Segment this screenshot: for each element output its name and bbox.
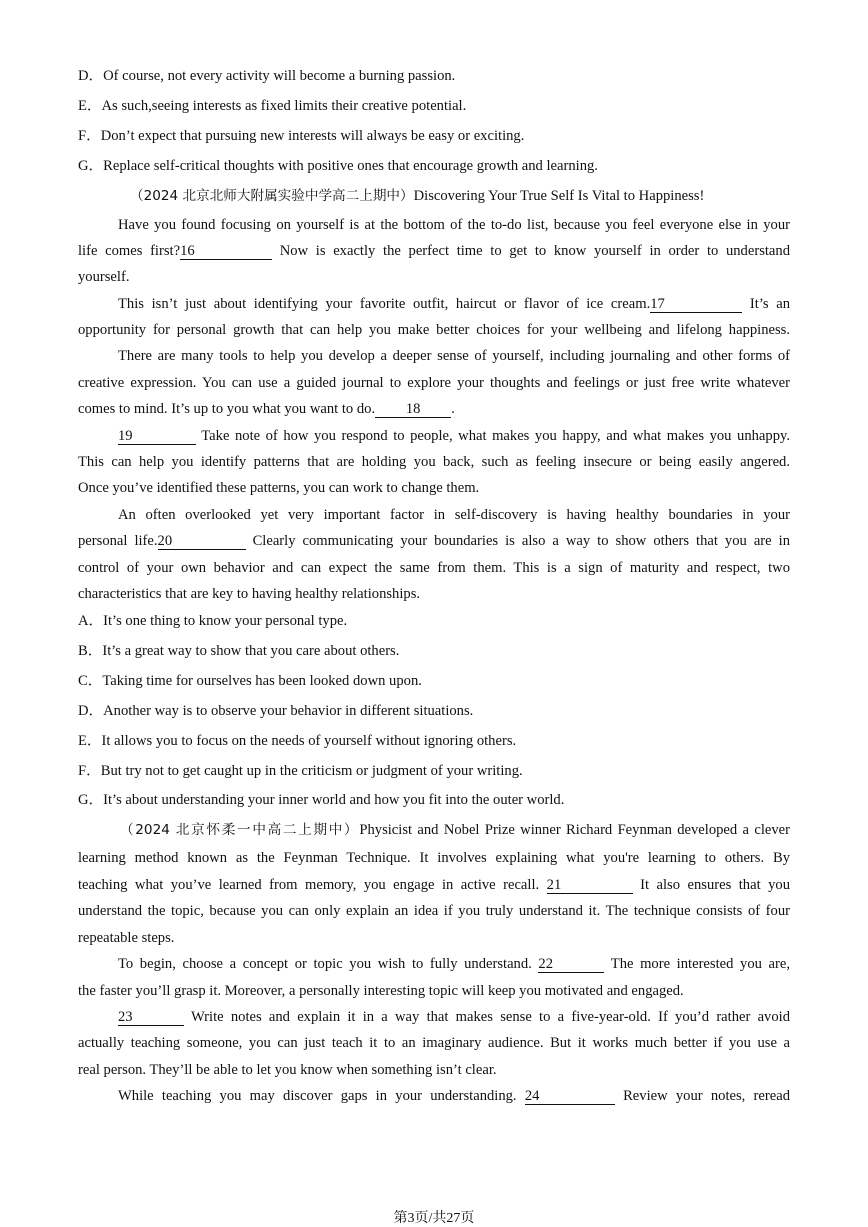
- option-d: D．Another way is to observe your behavior in different situations.: [78, 703, 474, 719]
- passage2-source: （2024 北京怀柔一中高二上期中）: [120, 822, 360, 838]
- option-c: C．Taking time for ourselves has been looked down upon.: [78, 673, 422, 689]
- option-prev-g: G．Replace self-critical thoughts with positive ones that encourage growth and learning.: [78, 158, 598, 174]
- passage1-p1-line3: yourself.: [78, 269, 130, 285]
- passage1-p4-line1: 19 Take note of how you respond to people, what makes you happy, and what makes you unhappy.: [118, 428, 790, 444]
- passage2-p4-line1: While teaching you may discover gaps in your understanding. 24 Review your notes, reread: [118, 1088, 790, 1104]
- blank-24: 24: [525, 1089, 615, 1105]
- option-g: G．It’s about understanding your inner world and how you fit into the outer world.: [78, 792, 565, 808]
- blank-18: 18: [375, 402, 451, 418]
- option-prev-f: F．Don’t expect that pursuing new interests will always be easy or exciting.: [78, 128, 525, 144]
- passage1-p1-line1: Have you found focusing on yourself is at the bottom of the to-do list, because you feel everyone else in your: [118, 217, 790, 233]
- passage1-title: Discovering Your True Self Is Vital to Happiness!: [413, 188, 705, 204]
- passage2-p3-line2: actually teaching someone, you can just teach it to an imaginary audience. But it works much better if you use a: [78, 1035, 790, 1051]
- option-prev-d: D．Of course, not every activity will become a burning passion.: [78, 68, 456, 84]
- option-b: B．It’s a great way to show that you care about others.: [78, 643, 400, 659]
- passage2-p2-line2: the faster you’ll grasp it. Moreover, a personally interesting topic will keep you motivated and engaged.: [78, 983, 684, 999]
- passage1-p5-line1: An often overlooked yet very important factor in self-discovery is having healthy boundaries in your: [118, 507, 790, 523]
- blank-21: 21: [547, 878, 633, 894]
- passage1-p2-line2: opportunity for personal growth that can help you make better choices for your wellbeing and lifelong happiness.: [78, 322, 790, 338]
- passage1-p5-line2: personal life.20 Clearly communicating your boundaries is also a way to show others that you are in: [78, 533, 790, 549]
- blank-22: 22: [538, 957, 604, 973]
- option-f: F．But try not to get caught up in the criticism or judgment of your writing.: [78, 763, 523, 779]
- passage1-p4-line3: Once you’ve identified these patterns, you can work to change them.: [78, 480, 480, 496]
- option-prev-e: E．As such,seeing interests as fixed limits their creative potential.: [78, 98, 467, 114]
- passage2-p2-line1: To begin, choose a concept or topic you wish to fully understand. 22 The more interested you are,: [118, 956, 790, 972]
- passage1-p3-line2: creative expression. You can use a guided journal to explore your thoughts and feelings or just free write whatever: [78, 375, 790, 391]
- passage2-p1-line5: repeatable steps.: [78, 930, 175, 946]
- passage2-p3-line3: real person. They’ll be able to let you know when something isn’t clear.: [78, 1062, 497, 1078]
- blank-19: 19: [118, 429, 196, 445]
- option-e: E．It allows you to focus on the needs of yourself without ignoring others.: [78, 733, 517, 749]
- passage1-source: （2024 北京北师大附属实验中学高二上期中）: [130, 188, 414, 204]
- passage1-p3-line1: There are many tools to help you develop a deeper sense of yourself, including journaling and other forms of: [118, 348, 790, 364]
- passage2-p1-line1: （2024 北京怀柔一中高二上期中）Physicist and Nobel Prize winner Richard Feynman developed a clever: [120, 822, 790, 838]
- blank-17: 17: [650, 297, 742, 313]
- passage1-p4-line2: This can help you identify patterns that are holding you back, such as feeling insecure or being easily angered.: [78, 454, 790, 470]
- blank-23: 23: [118, 1010, 184, 1026]
- passage1-p5-line4: characteristics that are key to having healthy relationships.: [78, 586, 421, 602]
- passage1-p2-line1: This isn’t just about identifying your favorite outfit, haircut or flavor of ice cream.17 It’s an: [118, 296, 790, 312]
- passage1-p3-line3: comes to mind. It’s up to you what you want to do. 18 .: [78, 401, 455, 417]
- passage2-p1-line2: learning method known as the Feynman Technique. It involves explaining what you're learning to others. By: [78, 850, 790, 866]
- passage1-heading: [78, 186, 790, 206]
- option-a: A．It’s one thing to know your personal type.: [78, 613, 348, 629]
- passage1-p1-line2: life comes first?16 Now is exactly the perfect time to get to know yourself in order to understand: [78, 243, 791, 259]
- page-footer: 第3页/共27页: [393, 1211, 475, 1226]
- blank-16: 16: [180, 244, 272, 260]
- blank-20: 20: [158, 534, 246, 550]
- passage2-p3-line1: 23 Write notes and explain it in a way that makes sense to a five-year-old. If you’d rather avoid: [118, 1009, 791, 1025]
- passage1-p5-line3: control of your own behavior and can expect the same from them. This is a sign of maturity and respect, two: [78, 560, 790, 576]
- passage2-p1-line3: teaching what you’ve learned from memory, you engage in active recall. 21 It also ensures that you: [78, 877, 791, 893]
- passage2-p1-line4: understand the topic, because you can only explain an idea if you truly understand it. The technique consists of four: [78, 903, 790, 919]
